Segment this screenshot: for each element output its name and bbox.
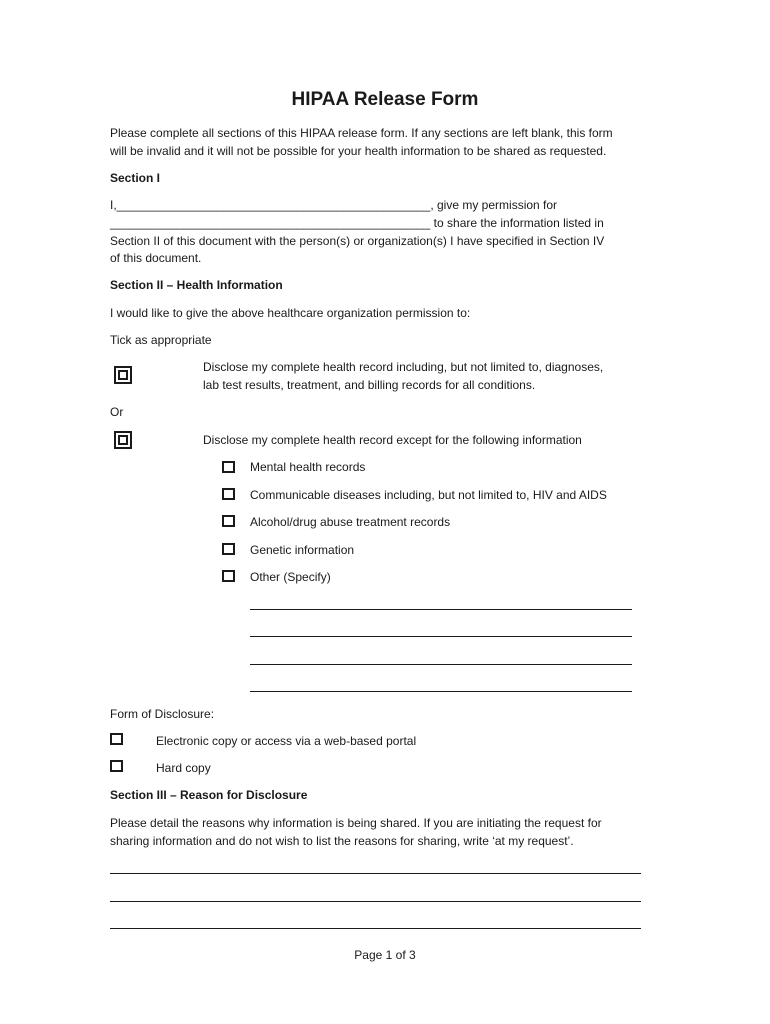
form-title: HIPAA Release Form <box>291 89 479 110</box>
section-3-line-2: sharing information and do not wish to list the reasons for sharing, write ‘at my request’. <box>110 834 574 848</box>
section-1-line-3: Section II of this document with the person(s) or organization(s) I have specified in Section IV <box>110 234 605 248</box>
other-specify-line-2[interactable] <box>250 636 632 637</box>
exception-checkbox-genetic[interactable] <box>222 543 235 555</box>
section-1-line-1[interactable]: I,_______________________________________________, give my permission for <box>110 198 558 212</box>
exception-label-other: Other (Specify) <box>250 570 331 584</box>
exception-label-communicable: Communicable diseases including, but not limited to, HIV and AIDS <box>250 488 607 502</box>
disclosure-electronic-label: Electronic copy or access via a web-based portal <box>156 734 417 748</box>
exception-checkbox-other[interactable] <box>222 570 235 582</box>
intro-line-2: will be invalid and it will not be possible for your health information to be shared as requested. <box>110 144 607 158</box>
tick-label: Tick as appropriate <box>110 333 212 347</box>
option-full-checkbox[interactable] <box>114 366 132 384</box>
disclosure-label: Form of Disclosure: <box>110 707 215 721</box>
exception-checkbox-communicable[interactable] <box>222 488 235 500</box>
disclosure-hardcopy-checkbox[interactable] <box>110 760 123 772</box>
page-number: Page 1 of 3 <box>354 948 416 962</box>
exception-label-substance: Alcohol/drug abuse treatment records <box>250 515 451 529</box>
or-label: Or <box>110 405 124 419</box>
permission-text: I would like to give the above healthcare organization permission to: <box>110 306 471 320</box>
disclosure-electronic-checkbox[interactable] <box>110 733 123 745</box>
other-specify-line-4[interactable] <box>250 691 632 692</box>
exception-checkbox-substance[interactable] <box>222 515 235 527</box>
section-1-line-4: of this document. <box>110 251 202 265</box>
option-full-line-2: lab test results, treatment, and billing records for all conditions. <box>203 378 536 392</box>
other-specify-line-1[interactable] <box>250 609 632 610</box>
exception-checkbox-mental-health[interactable] <box>222 461 235 473</box>
disclosure-hardcopy-label: Hard copy <box>156 761 211 775</box>
reason-line-1[interactable] <box>110 873 641 874</box>
section-3-line-1: Please detail the reasons why information is being shared. If you are initiating the request for <box>110 816 602 830</box>
option-except-checkbox[interactable] <box>114 431 132 449</box>
reason-line-3[interactable] <box>110 928 641 929</box>
section-1-heading: Section I <box>110 171 161 185</box>
intro-line-1: Please complete all sections of this HIPAA release form. If any sections are left blank, this form <box>110 126 613 140</box>
option-except-label: Disclose my complete health record except for the following information <box>203 433 582 447</box>
exception-label-genetic: Genetic information <box>250 543 355 557</box>
option-full-line-1: Disclose my complete health record including, but not limited to, diagnoses, <box>203 360 604 374</box>
section-1-line-2[interactable]: ________________________________________________ to share the information listed in <box>110 216 604 230</box>
other-specify-line-3[interactable] <box>250 664 632 665</box>
reason-line-2[interactable] <box>110 901 641 902</box>
section-3-heading: Section III – Reason for Disclosure <box>110 788 308 802</box>
section-2-heading: Section II – Health Information <box>110 278 283 292</box>
exception-label-mental-health: Mental health records <box>250 460 366 474</box>
